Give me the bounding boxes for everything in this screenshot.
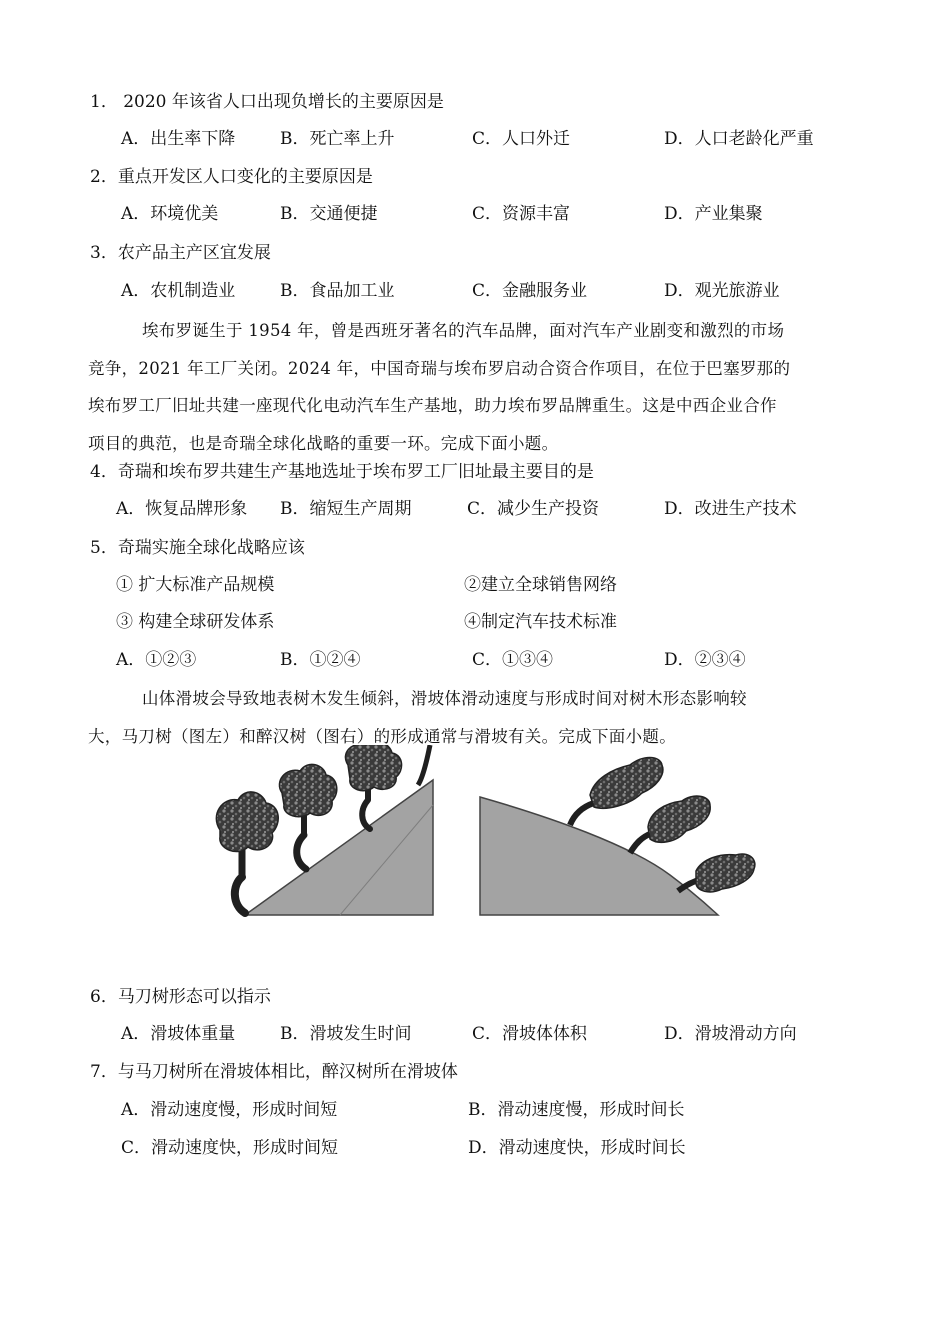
question-6-stem: 6．马刀树形态可以指示	[90, 987, 271, 1007]
q4-option-a[interactable]: A．恢复品牌形象	[116, 499, 248, 519]
left-slope	[245, 780, 433, 915]
passage-line: 竞争，2021 年工厂关闭。2024 年，中国奇瑞与埃布罗启动合资合作项目，在位于巴塞罗那的	[88, 358, 791, 378]
q2-option-b[interactable]: B．交通便捷	[280, 204, 378, 224]
passage-line: 山体滑坡会导致地表树木发生倾斜，滑坡体滑动速度与形成时间对树木形态影响较	[142, 689, 747, 708]
sabre-trunk	[235, 877, 245, 913]
q6-option-d[interactable]: D．滑坡滑动方向	[664, 1024, 797, 1044]
passage-line: 埃布罗诞生于 1954 年，曾是西班牙著名的汽车品牌，面对汽车产业剧变和激烈的市场	[142, 321, 785, 340]
passage-line: 项目的典范，也是奇瑞全球化战略的重要一环。完成下面小题。	[88, 433, 559, 453]
drunken-crown	[590, 758, 663, 809]
passage-ebro-chery	[88, 312, 863, 462]
sabre-trunk-partial	[418, 745, 430, 785]
q1-option-c[interactable]: C．人口外迁	[472, 129, 571, 149]
sabre-tree-diagram	[216, 745, 433, 915]
q5-statement-2: ②建立全球销售网络	[464, 575, 617, 595]
q7-option-b[interactable]: B．滑动速度慢，形成时间长	[468, 1100, 685, 1120]
q5-option-d[interactable]: D．②③④	[664, 650, 746, 670]
question-1-stem: 1． 2020 年该省人口出现负增长的主要原因是	[90, 92, 444, 112]
question-7-stem: 7．与马刀树所在滑坡体相比，醉汉树所在滑坡体	[90, 1062, 458, 1082]
q5-statement-1: ① 扩大标准产品规模	[116, 575, 275, 595]
q7-option-c[interactable]: C．滑动速度快，形成时间短	[121, 1138, 339, 1158]
sabre-trunk	[297, 835, 306, 869]
drunken-crown	[648, 796, 710, 842]
q5-option-a[interactable]: A．①②③	[116, 650, 197, 670]
drunken-tree-2	[630, 796, 710, 853]
passage-line: 大，马刀树（图左）和醉汉树（图右）的形成通常与滑坡有关。完成下面小题。	[88, 727, 676, 746]
q5-option-c[interactable]: C．①③④	[472, 650, 554, 670]
q2-option-c[interactable]: C．资源丰富	[472, 204, 571, 224]
q2-option-d[interactable]: D．产业集聚	[664, 204, 763, 224]
landslide-trees-figure	[190, 745, 770, 920]
q2-option-a[interactable]: A．环境优美	[121, 204, 219, 224]
q1-option-a[interactable]: A．出生率下降	[121, 129, 236, 149]
sabre-crown	[216, 792, 278, 852]
q1-option-d[interactable]: D．人口老龄化严重	[664, 129, 814, 149]
q3-option-b[interactable]: B．食品加工业	[280, 281, 395, 301]
q6-option-a[interactable]: A．滑坡体重量	[121, 1024, 236, 1044]
q6-option-c[interactable]: C．滑坡体体积	[472, 1024, 588, 1044]
passage-line: 埃布罗工厂旧址共建一座现代化电动汽车生产基地，助力埃布罗品牌重生。这是中西企业合作	[88, 396, 777, 415]
drunken-tree-1	[570, 758, 663, 826]
sabre-trunk	[362, 800, 370, 829]
q5-statement-4: ④制定汽车技术标准	[464, 612, 617, 632]
q4-option-d[interactable]: D．改进生产技术	[664, 499, 797, 519]
drunken-trunk	[570, 803, 594, 825]
sabre-tree-2	[279, 764, 336, 869]
q4-option-c[interactable]: C．减少生产投资	[467, 499, 600, 519]
question-4-stem: 4．奇瑞和埃布罗共建生产基地选址于埃布罗工厂旧址最主要目的是	[90, 462, 594, 482]
drunken-tree-diagram	[480, 758, 755, 916]
sabre-crown	[345, 745, 401, 791]
q5-option-b[interactable]: B．①②④	[280, 650, 361, 670]
q4-option-b[interactable]: B．缩短生产周期	[280, 499, 412, 519]
q3-option-d[interactable]: D．观光旅游业	[664, 281, 780, 301]
q3-option-a[interactable]: A．农机制造业	[121, 281, 236, 301]
sabre-crown	[279, 764, 336, 816]
question-3-stem: 3．农产品主产区宜发展	[90, 243, 271, 263]
question-2-stem: 2．重点开发区人口变化的主要原因是	[90, 167, 373, 187]
drunken-crown	[696, 854, 755, 892]
q3-option-c[interactable]: C．金融服务业	[472, 281, 588, 301]
q1-option-b[interactable]: B．死亡率上升	[280, 129, 395, 149]
question-5-stem: 5．奇瑞实施全球化战略应该	[90, 538, 305, 558]
q5-statement-3: ③ 构建全球研发体系	[116, 612, 275, 632]
sabre-tree-1	[216, 792, 278, 913]
q7-option-a[interactable]: A．滑动速度慢，形成时间短	[121, 1100, 338, 1120]
drunken-tree-3	[678, 854, 755, 892]
q6-option-b[interactable]: B．滑坡发生时间	[280, 1024, 412, 1044]
q7-option-d[interactable]: D．滑动速度快，形成时间长	[468, 1138, 686, 1158]
drunken-trunk	[630, 833, 652, 853]
